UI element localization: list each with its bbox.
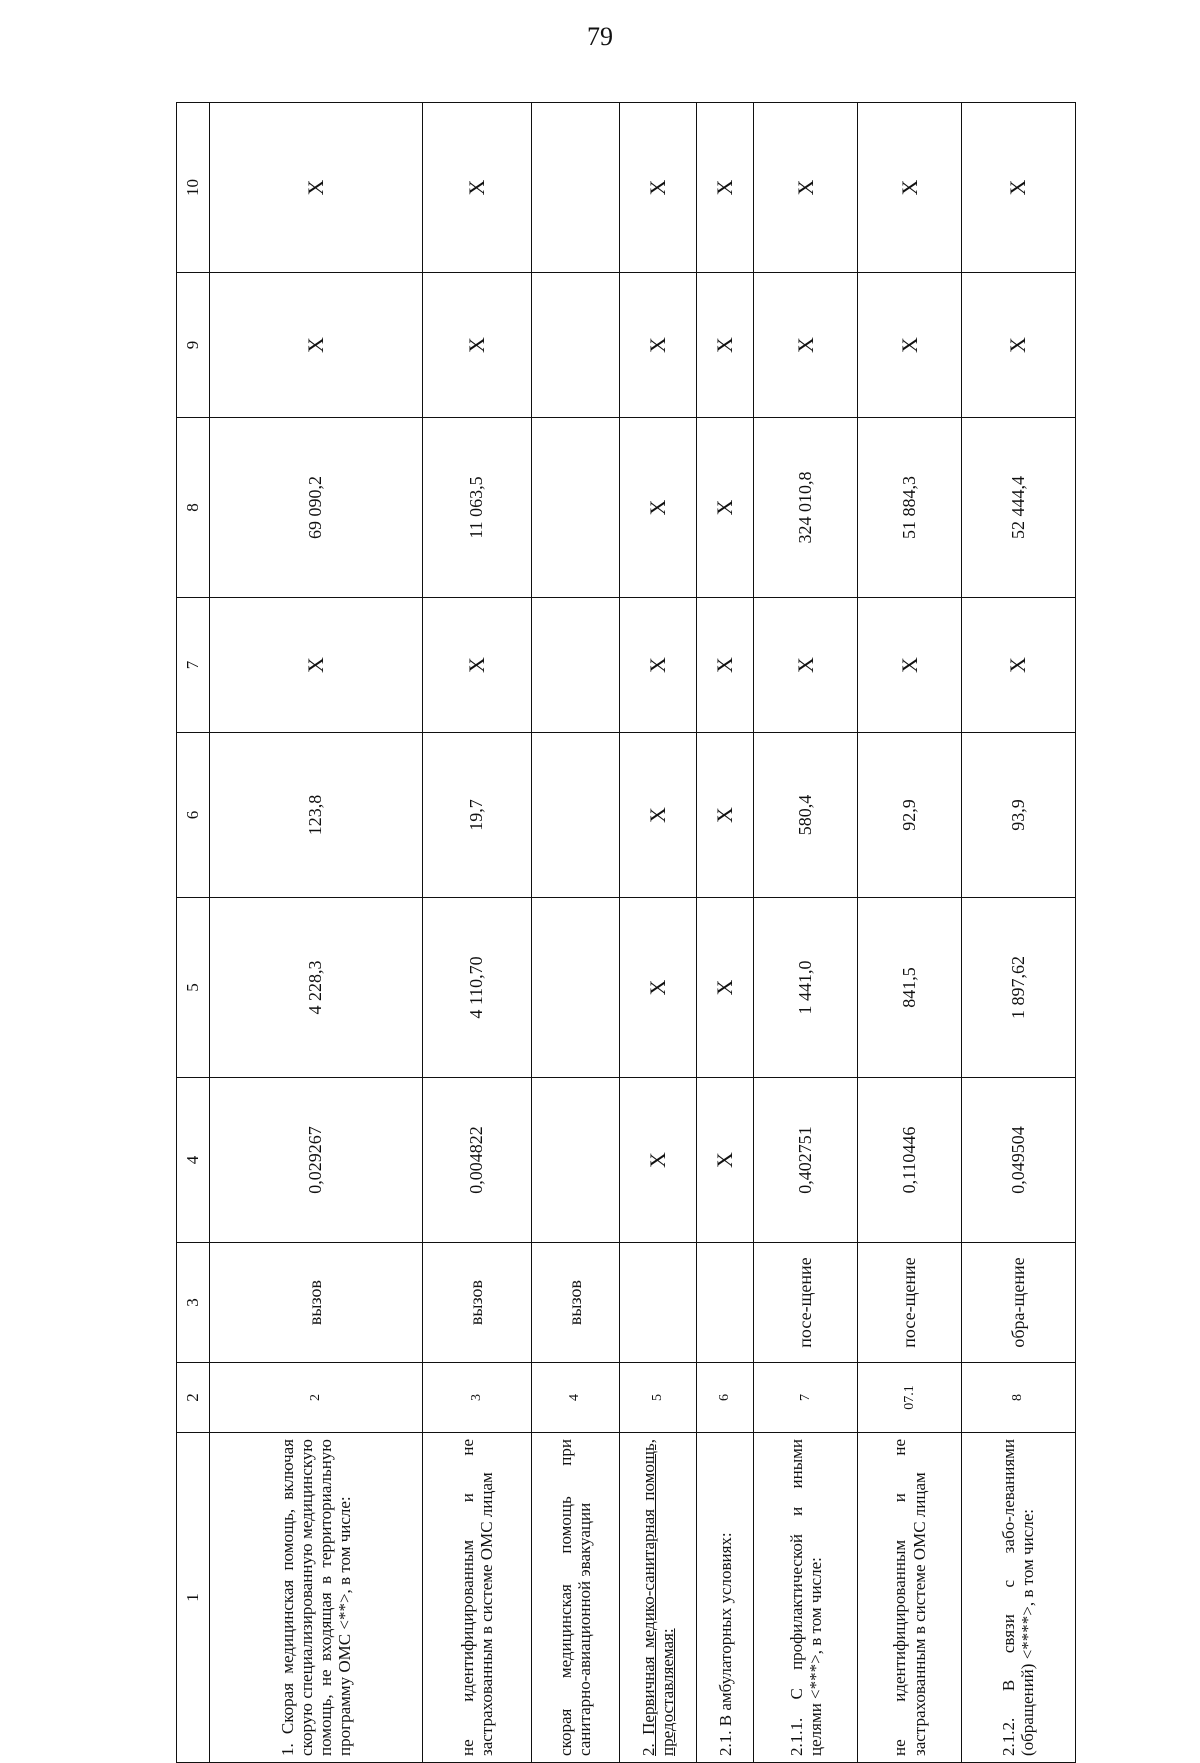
value-cell: X xyxy=(619,898,697,1078)
row-code: 6 xyxy=(697,1363,754,1433)
row-code: 7 xyxy=(754,1363,858,1433)
value-cell: 69 090,2 xyxy=(210,418,423,598)
table-row xyxy=(210,103,423,1763)
table-row xyxy=(619,103,697,1763)
value-cell xyxy=(531,898,619,1078)
value-cell: X xyxy=(697,273,754,418)
row-code: 3 xyxy=(422,1363,531,1433)
col-header: 2 xyxy=(177,1363,210,1433)
unit-cell: вызов xyxy=(422,1243,531,1363)
value-cell: 4 110,70 xyxy=(422,898,531,1078)
col-header: 8 xyxy=(177,418,210,598)
value-cell: X xyxy=(754,273,858,418)
value-cell xyxy=(531,598,619,733)
unit-cell: обра-щение xyxy=(961,1243,1075,1363)
row-description: 2.1.2. В связи с забо-леваниями (обращений) <****>, в том числе: xyxy=(961,1433,1075,1763)
value-cell: 580,4 xyxy=(754,733,858,898)
value-cell: 1 441,0 xyxy=(754,898,858,1078)
row-code: 2 xyxy=(210,1363,423,1433)
value-cell: 0,029267 xyxy=(210,1078,423,1243)
row-description: не идентифицированным и не застрахованным в системе ОМС лицам xyxy=(858,1433,962,1763)
value-cell: 841,5 xyxy=(858,898,962,1078)
rotated-table-wrapper xyxy=(176,103,1200,1763)
value-cell: 0,004822 xyxy=(422,1078,531,1243)
value-cell: X xyxy=(754,103,858,273)
unit-cell: вызов xyxy=(210,1243,423,1363)
col-header: 9 xyxy=(177,273,210,418)
value-cell: X xyxy=(619,733,697,898)
value-cell: X xyxy=(619,273,697,418)
value-cell: X xyxy=(619,418,697,598)
value-cell: X xyxy=(697,898,754,1078)
col-header: 7 xyxy=(177,598,210,733)
value-cell: X xyxy=(697,733,754,898)
value-cell: X xyxy=(697,598,754,733)
row-code: 5 xyxy=(619,1363,697,1433)
value-cell: X xyxy=(619,598,697,733)
col-header: 3 xyxy=(177,1243,210,1363)
row-description: 2.1.1. С профилактической и иными целями <***>, в том числе: xyxy=(754,1433,858,1763)
value-cell: X xyxy=(697,418,754,598)
value-cell: 93,9 xyxy=(961,733,1075,898)
value-cell: 4 228,3 xyxy=(210,898,423,1078)
row-description: не идентифицированным и не застрахованным в системе ОМС лицам xyxy=(422,1433,531,1763)
col-header: 5 xyxy=(177,898,210,1078)
value-cell: 0,402751 xyxy=(754,1078,858,1243)
row-description: 2.1. В амбулаторных условиях: xyxy=(697,1433,754,1763)
row-code: 8 xyxy=(961,1363,1075,1433)
value-cell xyxy=(531,418,619,598)
value-cell: 19,7 xyxy=(422,733,531,898)
value-cell: X xyxy=(697,103,754,273)
value-cell: X xyxy=(210,103,423,273)
value-cell: 51 884,3 xyxy=(858,418,962,598)
header-row xyxy=(177,103,210,1763)
col-header: 10 xyxy=(177,103,210,273)
rotated-table-inner xyxy=(176,103,1076,1763)
value-cell: X xyxy=(422,273,531,418)
unit-cell xyxy=(697,1243,754,1363)
row-code: 07.1 xyxy=(858,1363,962,1433)
value-cell xyxy=(531,1078,619,1243)
row-description: 1. Скорая медицинская помощь, включая скорую специализированную медицинскую помощь, не входящая в территориальную программу ОМС <**>, в том числе: xyxy=(210,1433,423,1763)
value-cell: X xyxy=(961,598,1075,733)
table-row xyxy=(858,103,962,1763)
value-cell: X xyxy=(619,103,697,273)
row-description xyxy=(619,1433,697,1763)
table-row xyxy=(422,103,531,1763)
unit-cell: вызов xyxy=(531,1243,619,1363)
value-cell: X xyxy=(961,273,1075,418)
col-header: 4 xyxy=(177,1078,210,1243)
value-cell: X xyxy=(619,1078,697,1243)
value-cell: X xyxy=(961,103,1075,273)
value-cell: 1 897,62 xyxy=(961,898,1075,1078)
row-description-text: 2. Первичная медико-санитарная помощь, предоставляемая: xyxy=(639,1439,678,1756)
table-row xyxy=(697,103,754,1763)
value-cell: 52 444,4 xyxy=(961,418,1075,598)
value-cell xyxy=(531,273,619,418)
value-cell: 0,110446 xyxy=(858,1078,962,1243)
row-code: 4 xyxy=(531,1363,619,1433)
value-cell: 123,8 xyxy=(210,733,423,898)
table-row xyxy=(961,103,1075,1763)
value-cell: 11 063,5 xyxy=(422,418,531,598)
value-cell: X xyxy=(422,598,531,733)
value-cell: X xyxy=(422,103,531,273)
table-row xyxy=(754,103,858,1763)
value-cell: X xyxy=(210,273,423,418)
page-number: 79 xyxy=(587,22,613,51)
value-cell xyxy=(531,103,619,273)
row-description: скорая медицинская помощь при санитарно-авиационной эвакуации xyxy=(531,1433,619,1763)
financing-table xyxy=(176,102,1076,1763)
table-row xyxy=(531,103,619,1763)
unit-cell: посе-щение xyxy=(754,1243,858,1363)
unit-cell: посе-щение xyxy=(858,1243,962,1363)
value-cell: 92,9 xyxy=(858,733,962,898)
value-cell: X xyxy=(858,598,962,733)
unit-cell xyxy=(619,1243,697,1363)
col-header: 1 xyxy=(177,1433,210,1763)
value-cell: X xyxy=(858,103,962,273)
value-cell: X xyxy=(210,598,423,733)
value-cell: X xyxy=(697,1078,754,1243)
value-cell: 324 010,8 xyxy=(754,418,858,598)
value-cell: 0,049504 xyxy=(961,1078,1075,1243)
value-cell: X xyxy=(754,598,858,733)
value-cell: X xyxy=(858,273,962,418)
value-cell xyxy=(531,733,619,898)
col-header: 6 xyxy=(177,733,210,898)
